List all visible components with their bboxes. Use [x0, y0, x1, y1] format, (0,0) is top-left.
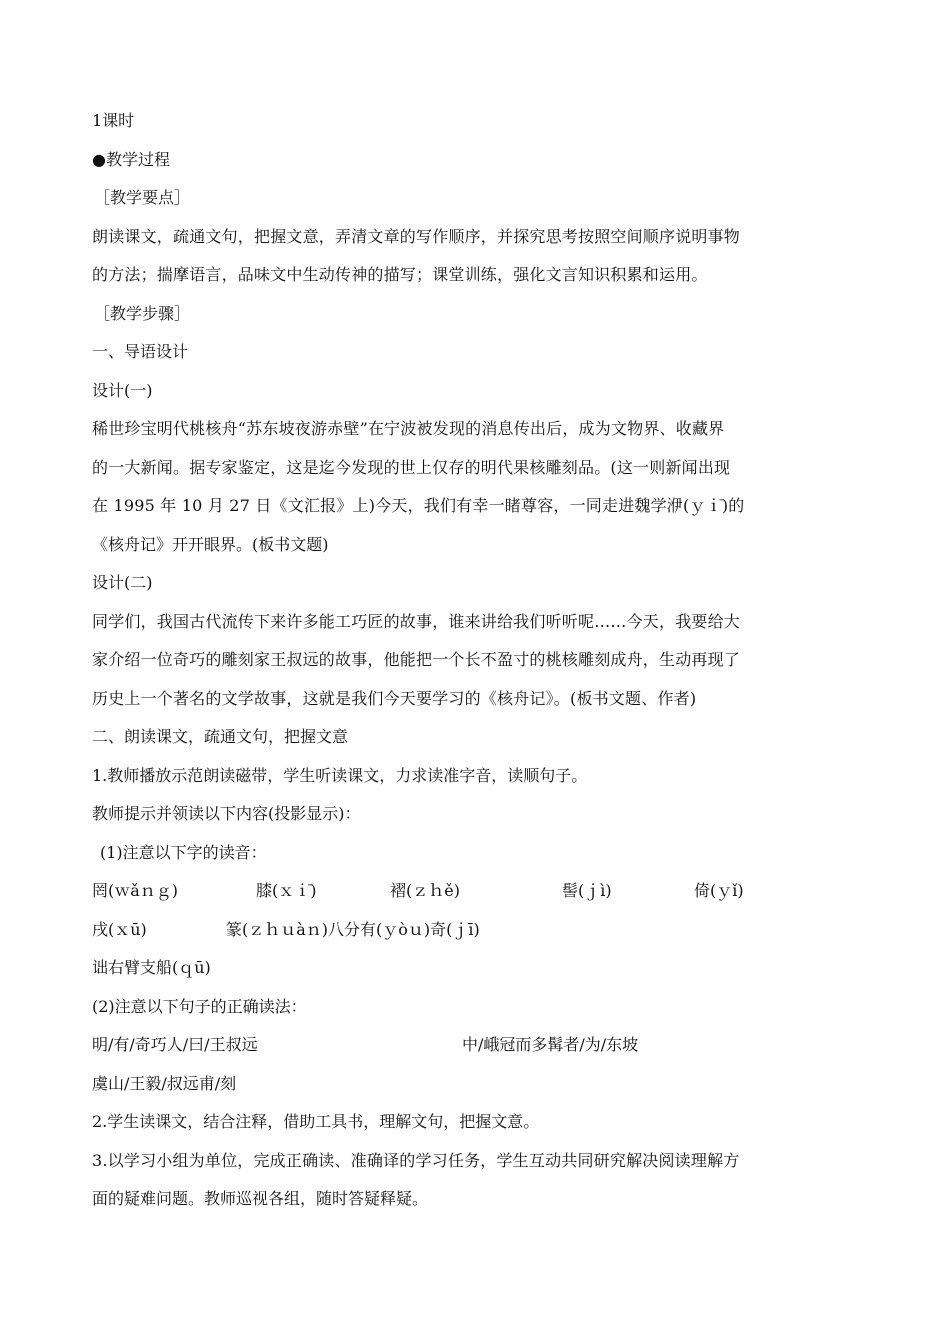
sentence-item: 中/峨冠而多髯者/为/东坡 [462, 1035, 639, 1054]
subheading-teaching-points: ［教学要点］ [94, 188, 191, 207]
paragraph-design-one-line-3: 在 1995 年 10 月 27 日《文汇报》上)今天，我们有幸一睹尊容，一同走进魏学洢(ｙｉ̄)的 [92, 496, 745, 515]
heading-intro-design: 一、导语设计 [92, 342, 189, 361]
sentence-reading-row [92, 1026, 862, 1065]
pronunciation-item: 髻(ｊì) [562, 881, 612, 900]
step-three-text-line-1: 3.以学习小组为单位，完成正确读、准确译的学习任务，学生互动共同研究解决阅读理解方 [92, 1150, 740, 1170]
lesson-hours: 1课时 [92, 111, 135, 130]
heading-design-two: 设计(二) [92, 573, 153, 592]
sentence-reading-heading: (2)注意以下句子的正确读法： [92, 996, 307, 1016]
heading-design-one: 设计(一) [92, 380, 153, 400]
sentence-item: 明/有/奇巧人/曰/王叔远 [92, 1035, 258, 1054]
document-content [92, 102, 862, 1219]
paragraph-design-two-line-3: 历史上一个著名的文学故事，这就是我们今天要学习的《核舟记》。(板书文题、作者) [92, 688, 697, 708]
paragraph-design-one-line-4: 《核舟记》开开眼界。(板书文题) [92, 534, 329, 554]
paragraph-design-two-line-2: 家介绍一位奇巧的雕刻家王叔远的故事，他能把一个长不盈寸的桃核雕刻成舟，生动再现了 [92, 650, 741, 669]
pronunciation-row-1 [92, 872, 862, 911]
pronunciation-item: 褶(ｚｈě) [390, 881, 460, 900]
pronunciation-item: 罔(ｗǎｎｇ) [92, 881, 179, 900]
subheading-teaching-steps: ［教学步骤］ [94, 303, 191, 323]
pronunciation-item: 膝(ｘｉ̄) [256, 881, 317, 900]
pronunciation-note-heading: (1)注意以下字的读音： [100, 842, 267, 862]
step-one-text: 1.教师播放示范朗读磁带，学生听读课文，力求读准字音，读顺句子。 [92, 765, 588, 785]
sentence-item-line: 虞山/王毅/叔远甫/刻 [92, 1073, 237, 1093]
paragraph-design-one-line-1: 稀世珍宝明代桃核舟“苏东坡夜游赤壁”在宁波被发现的消息传出后，成为文物界、收藏界 [92, 419, 725, 438]
paragraph-teaching-points-line-1: 朗读课文，疏通文句，把握文意，弄清文章的写作顺序，并探究思考按照空间顺序说明事物 [92, 226, 741, 246]
pronunciation-line-3: 诎右臂支船(ｑū) [92, 958, 211, 977]
pronunciation-item: 篆(ｚｈｕàｎ)八分有(ｙòｕ)奇(ｊī) [226, 919, 480, 939]
pronunciation-item: 戌(ｘū) [92, 919, 147, 939]
heading-reading-aloud: 二、朗读课文，疏通文句，把握文意 [92, 727, 349, 746]
paragraph-design-two-line-1: 同学们，我国古代流传下来许多能工巧匠的故事，谁来讲给我们听听呢……今天，我要给大 [92, 611, 741, 631]
pronunciation-item: 倚(ｙǐ) [694, 881, 744, 900]
step-two-text: 2.学生读课文，结合注释，借助工具书，理解文句，把握文意。 [92, 1112, 540, 1131]
step-three-text-line-2: 面的疑难问题。教师巡视各组，随时答疑释疑。 [92, 1189, 429, 1208]
pronunciation-row-2 [92, 911, 862, 950]
teacher-hint-text: 教师提示并领读以下内容(投影显示)： [92, 804, 361, 823]
paragraph-teaching-points-line-2: 的方法；揣摩语言，品味文中生动传神的描写；课堂训练，强化文言知识积累和运用。 [92, 265, 708, 284]
section-heading-teaching-process: ●教学过程 [92, 149, 170, 169]
paragraph-design-one-line-2: 的一大新闻。据专家鉴定，这是迄今发现的世上仅存的明代果核雕刻品。(这一则新闻出现 [92, 457, 731, 477]
